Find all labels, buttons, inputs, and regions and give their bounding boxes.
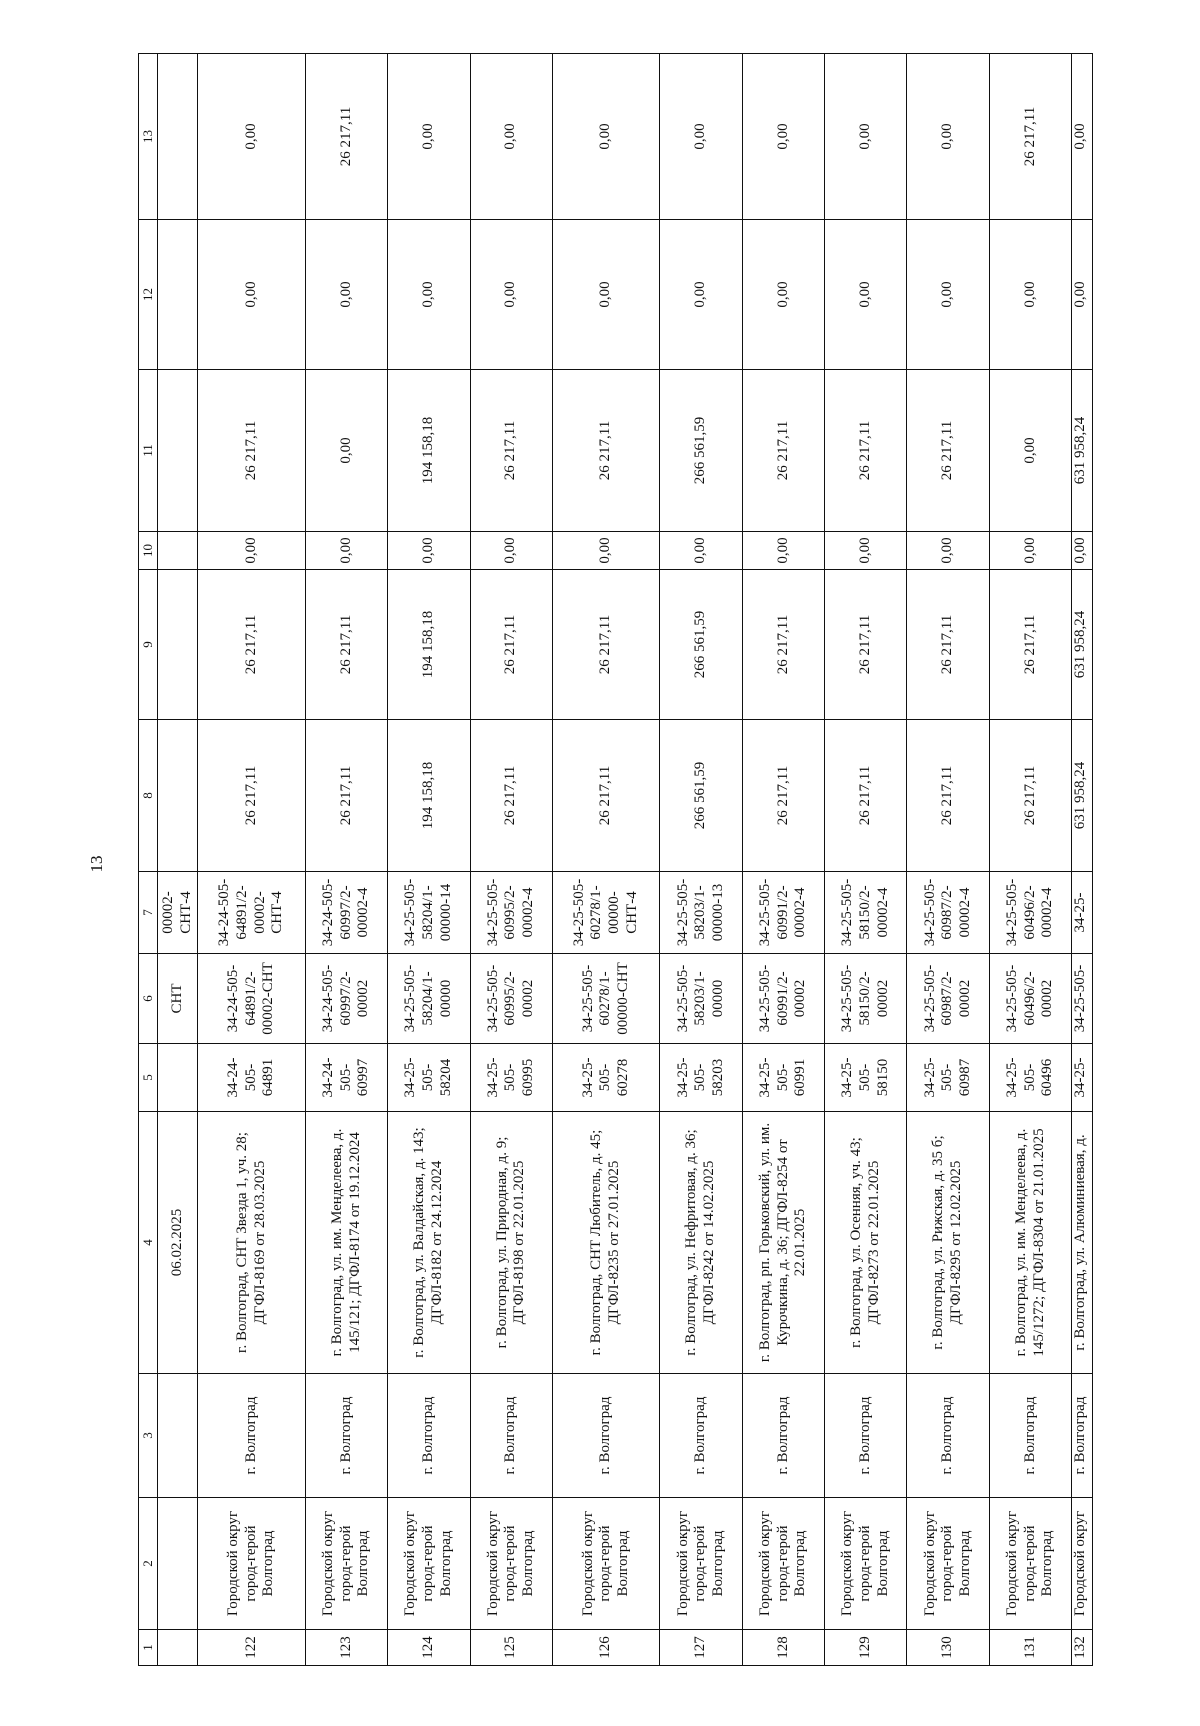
cell-settlement [158,1374,198,1498]
cell-num: 131 [989,1630,1071,1666]
cell-settlement: г. Волгоград [989,1374,1071,1498]
cell-amount: 0,00 [1072,532,1093,570]
cell-amount [158,54,198,220]
table-row [305,54,387,1666]
cell-amount [158,720,198,872]
cell-amount: 0,00 [742,532,824,570]
cell-amount: 0,00 [989,532,1071,570]
cell-object-id: 34-25-505- [1072,954,1093,1044]
cell-amount: 26 217,11 [552,720,659,872]
table-row [388,54,470,1666]
cell-settlement: г. Волгоград [742,1374,824,1498]
cell-address: г. Волгоград, СНТ Любитель, д. 45; ДГФЛ-8235 от 27.01.2025 [552,1112,659,1374]
continuation-row [158,54,198,1666]
table-row-partial [1072,54,1093,1666]
column-number: 6 [139,954,158,1044]
cell-address: г. Волгоград, ул. Нефритовая, д. 36; ДГФЛ-8242 от 14.02.2025 [660,1112,742,1374]
cell-address: г. Волгоград, ул. Валдайская, д. 143; ДГФЛ-8182 от 24.12.2024 [388,1112,470,1374]
cell-amount: 0,00 [552,54,659,220]
cell-address: г. Волгоград, ул. Рижская, д. 35 б; ДГФЛ-8295 от 12.02.2025 [907,1112,989,1374]
cell-municipality: Городской округ город-герой Волгоград [907,1498,989,1630]
cell-settlement: г. Волгоград [552,1374,659,1498]
cell-settlement: г. Волгоград [305,1374,387,1498]
cell-amount: 26 217,11 [198,370,305,532]
column-number: 9 [139,570,158,720]
cell-municipality: Городской округ город-герой Волгоград [989,1498,1071,1630]
cell-num: 130 [907,1630,989,1666]
cell-amount: 26 217,11 [470,370,552,532]
cell-municipality: Городской округ город-герой Волгоград [742,1498,824,1630]
column-number: 2 [139,1498,158,1630]
cell-code: 34-24-505-64891 [198,1044,305,1112]
cell-object-id: 34-25-505-60278/1-00000-СНТ [552,954,659,1044]
cell-amount: 0,00 [470,532,552,570]
cell-municipality: Городской округ [1072,1498,1093,1630]
cell-amount: 0,00 [388,54,470,220]
column-number: 5 [139,1044,158,1112]
cell-amount: 266 561,59 [660,370,742,532]
cell-amount: 26 217,11 [742,570,824,720]
cell-amount: 0,00 [825,54,907,220]
cell-amount: 631 958,24 [1072,720,1093,872]
cell-amount: 26 217,11 [470,570,552,720]
data-table [138,53,1093,1666]
cell-amount: 0,00 [907,54,989,220]
cell-amount: 0,00 [742,54,824,220]
cell-amount [158,220,198,370]
cell-address: г. Волгоград, ул. Осенняя, уч. 43; ДГФЛ-8273 от 22.01.2025 [825,1112,907,1374]
cell-num: 128 [742,1630,824,1666]
cell-amount: 26 217,11 [742,720,824,872]
column-number: 8 [139,720,158,872]
cell-code: 34-25-505-60991 [742,1044,824,1112]
cell-amount: 0,00 [552,532,659,570]
cell-amount: 26 217,11 [470,720,552,872]
cell-amount: 0,00 [470,220,552,370]
cell-object-id: 34-25-505-58204/1-00000 [388,954,470,1044]
cell-amount: 26 217,11 [989,570,1071,720]
cell-amount: 0,00 [198,54,305,220]
cell-amount: 0,00 [989,220,1071,370]
cell-address: г. Волгоград, ул. Алюминиевая, д. [1072,1112,1093,1374]
cell-object-id: 34-25-505-60987/2-00002 [907,954,989,1044]
cell-amount [158,370,198,532]
cell-num: 132 [1072,1630,1093,1666]
cell-amount: 0,00 [1072,54,1093,220]
table-row [989,54,1071,1666]
cell-amount: 0,00 [907,220,989,370]
cell-amount: 0,00 [305,370,387,532]
cell-num: 123 [305,1630,387,1666]
cell-amount: 0,00 [388,220,470,370]
cell-code: 34-25-505-58150 [825,1044,907,1112]
cell-amount: 0,00 [305,220,387,370]
cell-amount: 266 561,59 [660,720,742,872]
cell-amount: 26 217,11 [907,720,989,872]
cell-municipality: Городской округ город-герой Волгоград [198,1498,305,1630]
cell-amount: 194 158,18 [388,570,470,720]
cell-point-id: 34-25-505-60278/1-00000-СНТ-4 [552,872,659,954]
table-row [742,54,824,1666]
cell-object-id: 34-24-505-60997/2-00002 [305,954,387,1044]
cell-amount: 0,00 [660,54,742,220]
cell-point-id: 34-25-505-60991/2-00002-4 [742,872,824,954]
cell-amount: 0,00 [907,532,989,570]
cell-code: 34-25-505-60278 [552,1044,659,1112]
column-number: 10 [139,532,158,570]
cell-code: 34-24-505-60997 [305,1044,387,1112]
cell-settlement: г. Волгоград [198,1374,305,1498]
cell-object-id: 34-25-505-58203/1-00000 [660,954,742,1044]
cell-amount: 26 217,11 [742,370,824,532]
column-number: 11 [139,370,158,532]
cell-object-id: 34-24-505-64891/2-00002-СНТ [198,954,305,1044]
cell-num: 129 [825,1630,907,1666]
cell-amount: 26 217,11 [989,54,1071,220]
cell-point-id: 34-24-505-64891/2-00002-СНТ-4 [198,872,305,954]
cell-code: 34-25-505-60987 [907,1044,989,1112]
cell-address: г. Волгоград, ул. им. Менделеева, д. 145/121; ДГФЛ-8174 от 19.12.2024 [305,1112,387,1374]
cell-point-id: 34-25-505-60496/2-00002-4 [989,872,1071,954]
cell-amount [158,570,198,720]
cell-amount: 194 158,18 [388,370,470,532]
cell-municipality: Городской округ город-герой Волгоград [305,1498,387,1630]
cell-code: 34-25-505-60995 [470,1044,552,1112]
cell-amount: 0,00 [989,370,1071,532]
cell-amount: 26 217,11 [305,54,387,220]
cell-amount: 0,00 [825,532,907,570]
cell-amount: 26 217,11 [989,720,1071,872]
cell-address: г. Волгоград, рп. Горьковский, ул. им. Курочкина, д. 36; ДГФЛ-8254 от 22.01.2025 [742,1112,824,1374]
cell-num: 126 [552,1630,659,1666]
cell-num: 125 [470,1630,552,1666]
table-row [198,54,305,1666]
cell-object-id: 34-25-505-60991/2-00002 [742,954,824,1044]
table-row [825,54,907,1666]
column-number: 7 [139,872,158,954]
cell-point-id: 34-25-505-58203/1-00000-13 [660,872,742,954]
cell-municipality: Городской округ город-герой Волгоград [470,1498,552,1630]
cell-settlement: г. Волгоград [825,1374,907,1498]
cell-num [158,1630,198,1666]
cell-num: 122 [198,1630,305,1666]
cell-point-id: 34-25-505-60995/2-00002-4 [470,872,552,954]
cell-object-id: 34-25-505-60496/2-00002 [989,954,1071,1044]
cell-point-id: 34-25- [1072,872,1093,954]
cell-amount: 26 217,11 [552,370,659,532]
cell-address: 06.02.2025 [158,1112,198,1374]
cell-num: 124 [388,1630,470,1666]
cell-settlement: г. Волгоград [388,1374,470,1498]
cell-amount: 26 217,11 [825,370,907,532]
cell-code: 34-25-505-58203 [660,1044,742,1112]
cell-address: г. Волгоград, ул. им. Менделеева, д. 145/1272; ДГФЛ-8304 от 21.01.2025 [989,1112,1071,1374]
cell-amount: 26 217,11 [907,370,989,532]
cell-point-id: 00002-СНТ-4 [158,872,198,954]
cell-object-id: 34-25-505-60995/2-00002 [470,954,552,1044]
cell-code: 34-25- [1072,1044,1093,1112]
cell-address: г. Волгоград, ул. Природная, д. 9; ДГФЛ-8198 от 22.01.2025 [470,1112,552,1374]
cell-municipality: Городской округ город-герой Волгоград [660,1498,742,1630]
rotated-table-container [138,54,1093,1666]
table-row [907,54,989,1666]
cell-amount: 266 561,59 [660,570,742,720]
cell-amount: 0,00 [825,220,907,370]
cell-municipality [158,1498,198,1630]
cell-amount: 631 958,24 [1072,570,1093,720]
cell-code: 34-25-505-58204 [388,1044,470,1112]
cell-code [158,1044,198,1112]
cell-municipality: Городской округ город-герой Волгоград [388,1498,470,1630]
cell-amount [158,532,198,570]
cell-municipality: Городской округ город-герой Волгоград [552,1498,659,1630]
cell-point-id: 34-24-505-60997/2-00002-4 [305,872,387,954]
cell-municipality: Городской округ город-герой Волгоград [825,1498,907,1630]
cell-amount: 26 217,11 [825,570,907,720]
cell-amount: 0,00 [552,220,659,370]
cell-point-id: 34-25-505-60987/2-00002-4 [907,872,989,954]
cell-point-id: 34-25-505-58150/2-00002-4 [825,872,907,954]
cell-amount: 0,00 [198,532,305,570]
column-number: 4 [139,1112,158,1374]
cell-address: г. Волгоград, СНТ Звезда 1, уч. 28; ДГФЛ-8169 от 28.03.2025 [198,1112,305,1374]
cell-amount: 0,00 [660,532,742,570]
cell-amount: 194 158,18 [388,720,470,872]
cell-settlement: г. Волгоград [660,1374,742,1498]
cell-amount: 0,00 [742,220,824,370]
cell-num: 127 [660,1630,742,1666]
cell-amount: 0,00 [305,532,387,570]
cell-amount: 26 217,11 [305,720,387,872]
page-number: 13 [87,855,106,873]
cell-amount: 26 217,11 [825,720,907,872]
table-row [552,54,659,1666]
cell-object-id: СНТ [158,954,198,1044]
cell-settlement: г. Волгоград [1072,1374,1093,1498]
column-number: 13 [139,54,158,220]
cell-amount: 0,00 [470,54,552,220]
cell-amount: 0,00 [1072,220,1093,370]
table-body [139,54,1093,1666]
column-number: 1 [139,1630,158,1666]
cell-amount: 0,00 [660,220,742,370]
cell-amount: 26 217,11 [198,720,305,872]
cell-amount: 631 958,24 [1072,370,1093,532]
table-row [470,54,552,1666]
cell-settlement: г. Волгоград [907,1374,989,1498]
cell-code: 34-25-505-60496 [989,1044,1071,1112]
cell-amount: 26 217,11 [305,570,387,720]
cell-amount: 26 217,11 [552,570,659,720]
cell-settlement: г. Волгоград [470,1374,552,1498]
cell-amount: 26 217,11 [198,570,305,720]
table-row [660,54,742,1666]
cell-point-id: 34-25-505-58204/1-00000-14 [388,872,470,954]
column-number: 3 [139,1374,158,1498]
cell-amount: 26 217,11 [907,570,989,720]
cell-amount: 0,00 [198,220,305,370]
cell-object-id: 34-25-505-58150/2-00002 [825,954,907,1044]
column-number: 12 [139,220,158,370]
column-number-row [139,54,158,1666]
cell-amount: 0,00 [388,532,470,570]
